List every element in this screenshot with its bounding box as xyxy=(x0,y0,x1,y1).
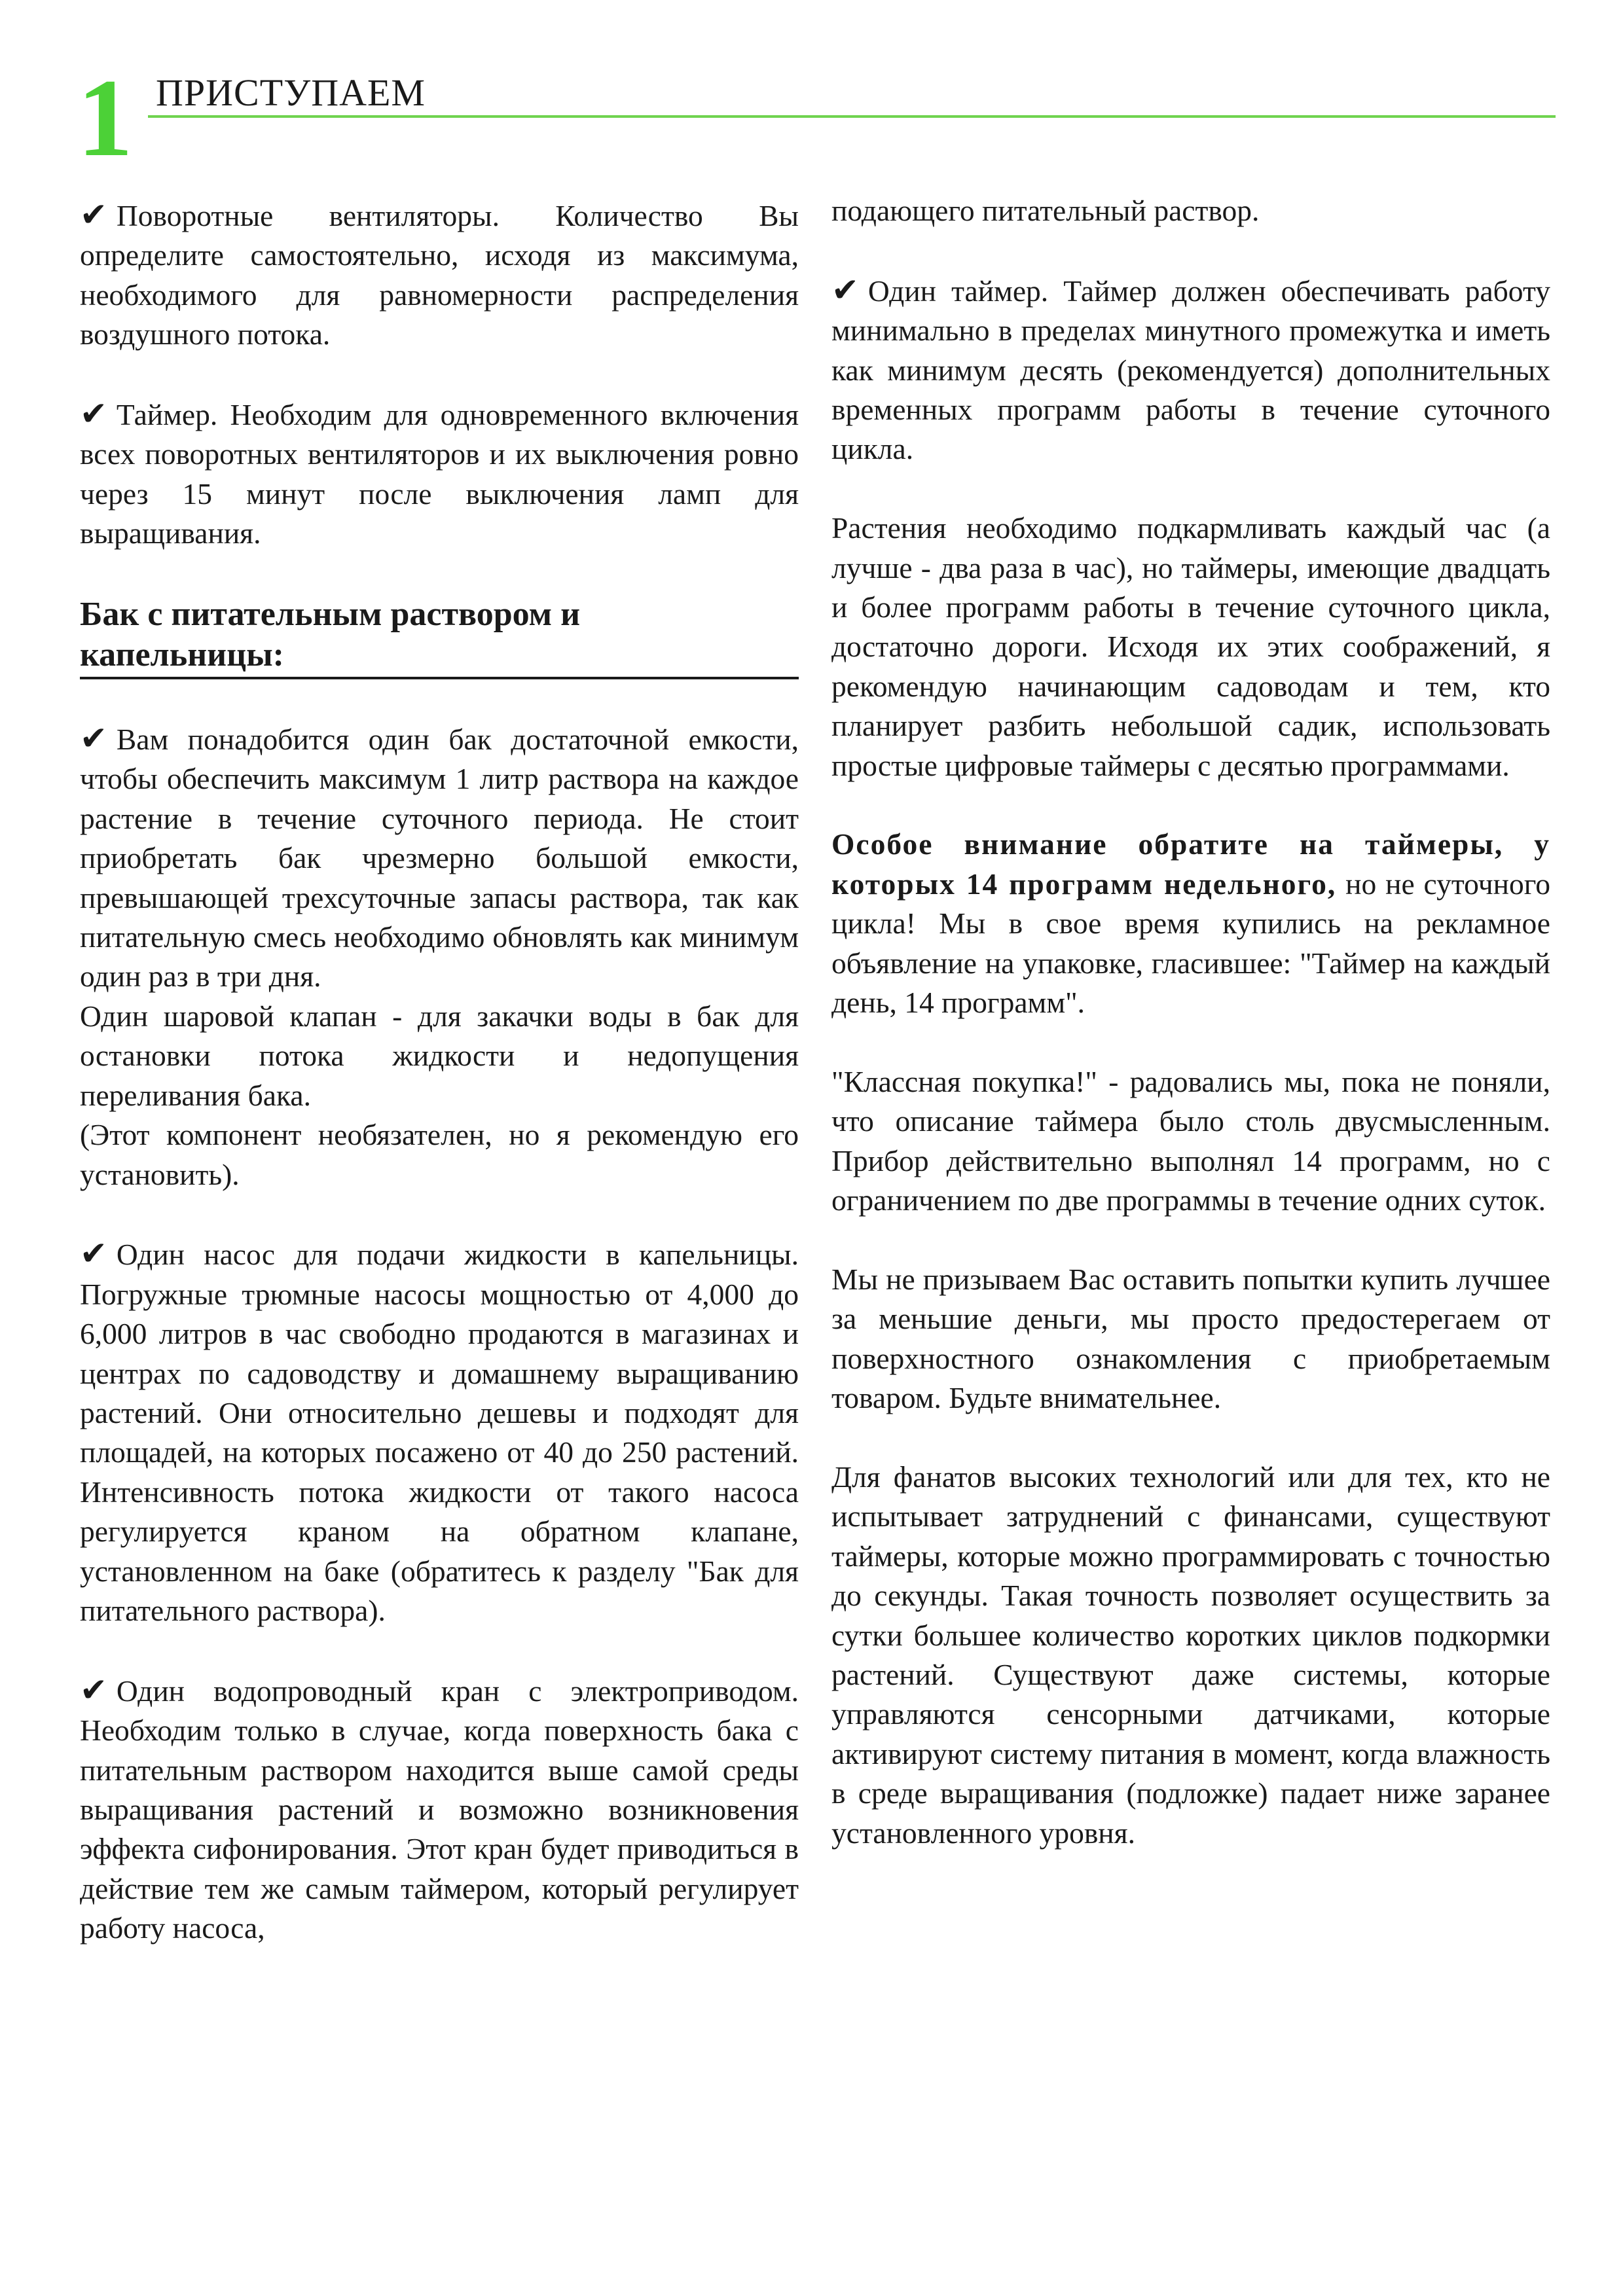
section-heading xyxy=(80,594,799,679)
paragraph-attention: Особое внимание обратите на таймеры, у которых 14 программ недельного, но не суточного цикла! Мы в свое время купились на рекламное объявление на упаковке, гласившее: "Таймер на каждый день, 14 программ". xyxy=(831,827,1550,1020)
chapter-rule xyxy=(148,115,1556,118)
paragraph-one-timer: ✔ Один таймер. Таймер должен обеспечивать работу минимально в пределах минутного промежутка и иметь как минимум десять (рекомендуется) дополнительных временных программ работы в течение суточного цикла. xyxy=(831,270,1550,466)
paragraph-purchase: "Классная покупка!" - радовались мы, пока не поняли, что описание таймера было столь двусмысленным. Прибор действительно выполнял 14 программ, но с ограничением по две программы в течение одних суток. xyxy=(831,1064,1550,1217)
checkmark-icon: ✔ xyxy=(80,196,107,234)
chapter-number: 1 xyxy=(77,56,133,179)
paragraph-optional-note: (Этот компонент необязателен, но я рекомендую его установить). xyxy=(80,1118,799,1191)
paragraph-hightech: Для фанатов высоких технологий или для тех, кто не испытывает затруднений с финансами, существуют таймеры, которые можно программировать с точностью до секунды. Такая точность позволяет осуществить за сутки большее количество коротких циклов подкормки растений. Существуют даже системы, которые управляются сенсорными датчиками, которые активируют систему питания в момент, когда влажность в среде выращивания (подложке) падает ниже заранее установленного уровня. xyxy=(831,1460,1550,1850)
heading-line-1: Бак с питательным раствором и xyxy=(80,595,581,633)
paragraph-fans: ✔ Поворотные вентиляторы. Количество Вы определите самостоятельно, исходя из максимума, необходимого для равномерности распределения воздушного потока. xyxy=(80,196,799,351)
checkmark-icon: ✔ xyxy=(831,270,859,309)
paragraph-ball-valve: Один шаровой клапан - для закачки воды в бак для остановки потока жидкости и недопущения переливания бака. xyxy=(80,999,799,1112)
right-column xyxy=(831,191,1550,1853)
checkmark-icon: ✔ xyxy=(80,719,107,758)
attention-bold-text: Особое внимание обратите на таймеры, у которых 14 программ недельного, xyxy=(831,827,1550,901)
chapter-title: ПРИСТУПАЕМ xyxy=(156,71,426,114)
paragraph-continuation: подающего питательный раствор. xyxy=(831,194,1260,227)
paragraph-pump: ✔ Один насос для подачи жидкости в капельницы. Погружные трюмные насосы мощностью от 4,000 до 6,000 литров в час свободно продаются в магазинах и центрах по садоводству и домашнему выращиванию растений. Они относительно дешевы и подходят для площадей, на которых посажено от 40 до 250 растений. Интенсивность потока жидкости от такого насоса регулируется краном на обратном клапане, установленном на баке (обратитесь к разделу "Бак для питательного раствора). xyxy=(80,1234,799,1627)
checkmark-icon: ✔ xyxy=(80,395,107,433)
paragraph-advice: Мы не призываем Вас оставить попытки купить лучшее за меньшие деньги, мы просто предостерегаем от поверхностного ознакомления с приобретаемым товаром. Будьте внимательнее. xyxy=(831,1262,1550,1415)
heading-line-2: капельницы: xyxy=(80,635,799,679)
paragraph-feeding: Растения необходимо подкармливать каждый час (а лучше - два раза в час), но таймеры, имеющие двадцать и более программ работы в течение суточного цикла, достаточно дороги. Исходя их этих соображений, я рекомендую начинающим садоводам и тем, кто планирует разбить небольшой садик, использовать простые цифровые таймеры с десятью программами. xyxy=(831,511,1550,782)
left-column xyxy=(80,195,799,1948)
checkmark-icon: ✔ xyxy=(80,1234,107,1273)
paragraph-electric-tap: ✔ Один водопроводный кран с электроприводом. Необходим только в случае, когда поверхность бака с питательным раствором находится выше самой среды выращивания растений и возможно возникновения эффекта сифонирования. Этот кран будет приводиться в действие тем же самым таймером, который регулирует работу насоса, xyxy=(80,1670,799,1945)
checkmark-icon: ✔ xyxy=(80,1670,107,1709)
paragraph-timer: ✔ Таймер. Необходим для одновременного включения всех поворотных вентиляторов и их выключения ровно через 15 минут после выключения ламп для выращивания. xyxy=(80,395,799,550)
paragraph-tank: ✔ Вам понадобится один бак достаточной емкости, чтобы обеспечить максимум 1 литр раствора на каждое растение в течение суточного периода. Не стоит приобретать бак чрезмерно большой емкости, превышающей трехсуточные запасы раствора, так как питательную смесь необходимо обновлять как минимум один раз в три дня. xyxy=(80,719,799,994)
